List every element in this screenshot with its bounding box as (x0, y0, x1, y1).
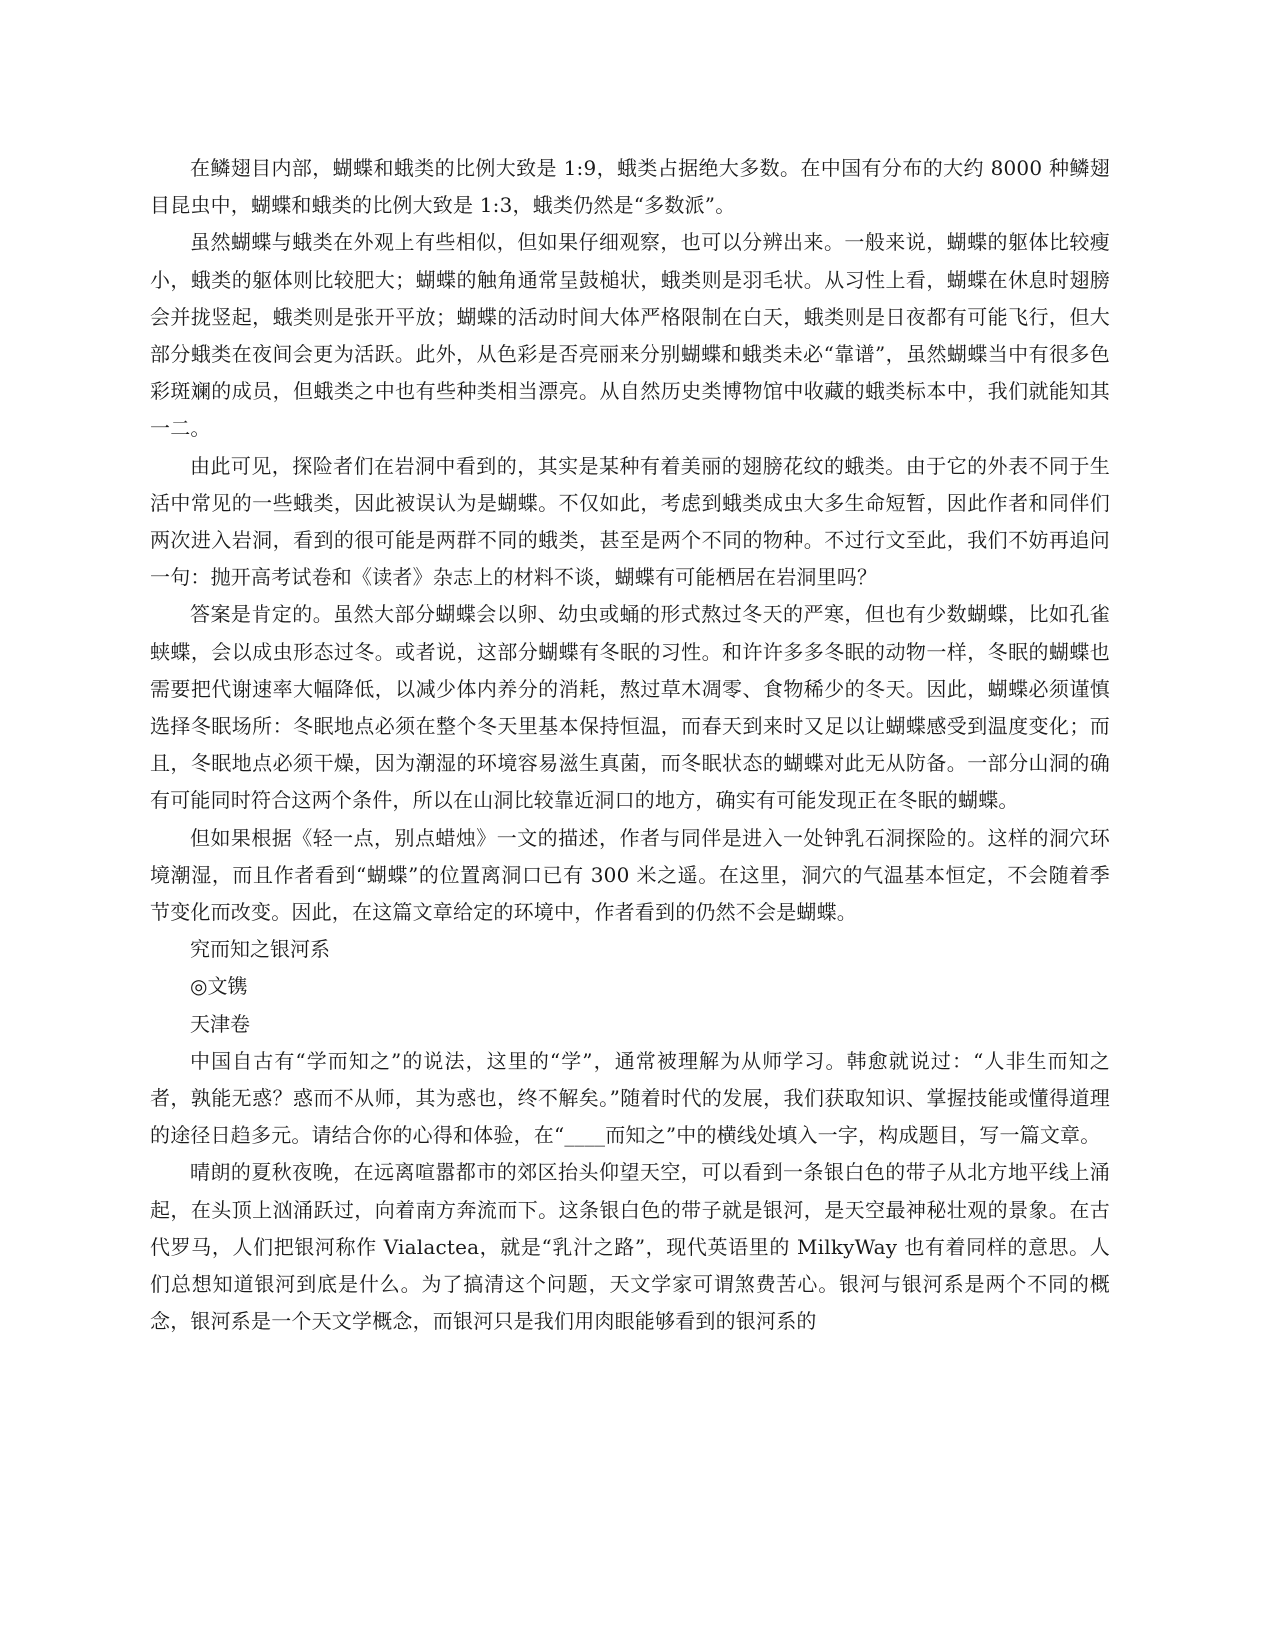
paragraph-butterfly-vs-moth: 虽然蝴蝶与蛾类在外观上有些相似，但如果仔细观察，也可以分辨出来。一般来说，蝴蝶的躯体比较瘦小，蛾类的躯体则比较肥大；蝴蝶的触角通常呈鼓槌状，蛾类则是羽毛状。从习性上看，蝴蝶在休息时翅膀会并拢竖起，蛾类则是张开平放；蝴蝶的活动时间大体严格限制在白天，蛾类则是日夜都有可能飞行，但大部分蛾类在夜间会更为活跃。此外，从色彩是否亮丽来分别蝴蝶和蛾类未必“靠谱”，虽然蝴蝶当中有很多色彩斑斓的成员，但蛾类之中也有些种类相当漂亮。从自然历史类博物馆中收藏的蛾类标本中，我们就能知其一二。 (150, 230, 1110, 441)
section-title: 究而知之银河系 (190, 937, 330, 962)
paragraph-cave-moths: 由此可见，探险者们在岩洞中看到的，其实是某种有着美丽的翅膀花纹的蛾类。由于它的外表不同于生活中常见的一些蛾类，因此被误认为是蝴蝶。不仅如此，考虑到蛾类成虫大多生命短暂，因此作者和同伴们两次进入岩洞，看到的很可能是两群不同的蛾类，甚至是两个不同的物种。不过行文至此，我们不妨再追问一句：抛开高考试卷和《读者》杂志上的材料不谈，蝴蝶有可能栖居在岩洞里吗？ (150, 453, 1110, 590)
paragraph-moth-ratio: 在鳞翅目内部，蝴蝶和蛾类的比例大致是 1:9，蛾类占据绝大多数。在中国有分布的大约 8000 种鳞翅目昆虫中，蝴蝶和蛾类的比例大致是 1:3，蛾类仍然是“多数派”。 (150, 156, 1110, 218)
paragraph-milky-way: 晴朗的夏秋夜晚，在远离喧嚣都市的郊区抬头仰望天空，可以看到一条银白色的带子从北方地平线上涌起，在头顶上汹涌跃过，向着南方奔流而下。这条银白色的带子就是银河，是天空最神秘壮观的景象。在古代罗马，人们把银河称作 Vialactea，就是“乳汁之路”，现代英语里的 MilkyWay 也有着同样的意思。人们总想知道银河到底是什么。为了搞清这个问题，天文学家可谓煞费苦心。银河与银河系是两个不同的概念，银河系是一个天文学概念，而银河只是我们用肉眼能够看到的银河系的 (150, 1160, 1110, 1334)
paragraph-hibernation: 答案是肯定的。虽然大部分蝴蝶会以卵、幼虫或蛹的形式熬过冬天的严寒，但也有少数蝴蝶，比如孔雀蛱蝶，会以成虫形态过冬。或者说，这部分蝴蝶有冬眠的习性。和许许多多冬眠的动物一样，冬眠的蝴蝶也需要把代谢速率大幅降低，以减少体内养分的消耗，熬过草木凋零、食物稀少的冬天。因此，蝴蝶必须谨慎选择冬眠场所：冬眠地点必须在整个冬天里基本保持恒温，而春天到来时又足以让蝴蝶感受到温度变化；而且，冬眠地点必须干燥，因为潮湿的环境容易滋生真菌，而冬眠状态的蝴蝶对此无从防备。一部分山洞的确有可能同时符合这两个条件，所以在山洞比较靠近洞口的地方，确实有可能发现正在冬眠的蝴蝶。 (150, 602, 1110, 813)
paragraph-conclusion: 但如果根据《轻一点，别点蜡烛》一文的描述，作者与同伴是进入一处钟乳石洞探险的。这样的洞穴环境潮湿，而且作者看到“蝴蝶”的位置离洞口已有 300 米之遥。在这里，洞穴的气温基本恒定，不会随着季节变化而改变。因此，在这篇文章给定的环境中，作者看到的仍然不会是蝴蝶。 (150, 825, 1110, 925)
paragraph-essay-prompt: 中国自古有“学而知之”的说法，这里的“学”，通常被理解为从师学习。韩愈就说过：“人非生而知之者，孰能无惑？惑而不从师，其为惑也，终不解矣。”随着时代的发展，我们获取知识、掌握技能或懂得道理的途径日趋多元。请结合你的心得和体验，在“____而知之”中的横线处填入一字，构成题目，写一篇文章。 (150, 1048, 1110, 1148)
section-author: ◎文镌 (190, 974, 248, 999)
document-page (150, 150, 1110, 1341)
section-source: 天津卷 (190, 1011, 250, 1036)
